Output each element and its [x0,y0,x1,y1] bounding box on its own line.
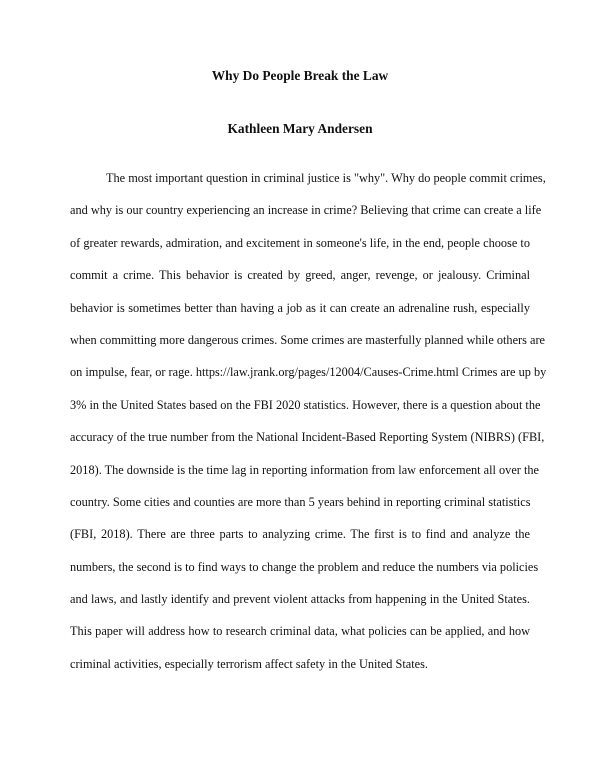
paragraph-line: numbers, the second is to find ways to change the problem and reduce the numbers via policies [70,559,539,574]
paragraph-line: This paper will address how to research criminal data, what policies can be applied, and how [70,624,530,639]
paragraph-line: and laws, and lastly identify and prevent violent attacks from happening in the United States. [70,592,530,607]
paragraph-line: 2018). The downside is the time lag in reporting information from law enforcement all over the [70,462,539,477]
document-title: Why Do People Break the Law [211,68,389,83]
paragraph-line: commit a crime. This behavior is created by greed, anger, revenge, or jealousy. Criminal [70,268,530,283]
document-author: Kathleen Mary Andersen [227,121,373,136]
paragraph-line: of greater rewards, admiration, and excitement in someone's life, in the end, people choose to [70,235,530,250]
body-paragraph [70,162,547,680]
paragraph-line: behavior is sometimes better than having a job as it can create an adrenaline rush, especially [70,300,530,315]
paragraph-line: country. Some cities and counties are more than 5 years behind in reporting criminal statistics [70,494,531,509]
paragraph-line: and why is our country experiencing an increase in crime? Believing that crime can create a life [70,203,542,218]
paragraph-line: (FBI, 2018). There are three parts to analyzing crime. The first is to find and analyze the [70,527,530,542]
paragraph-line: The most important question in criminal justice is "why". Why do people commit crimes, [106,171,546,185]
paragraph-line: on impulse, fear, or rage. https://law.jrank.org/pages/12004/Causes-Crime.html Crimes are up by [70,365,547,380]
paragraph-line: when committing more dangerous crimes. Some crimes are masterfully planned while others are [70,332,545,347]
paragraph-line: accuracy of the true number from the National Incident-Based Reporting System (NIBRS) (FBI, [70,430,545,445]
paragraph-line: 3% in the United States based on the FBI 2020 statistics. However, there is a question about the [70,397,541,412]
paragraph-line: criminal activities, especially terrorism affect safety in the United States. [70,656,428,671]
